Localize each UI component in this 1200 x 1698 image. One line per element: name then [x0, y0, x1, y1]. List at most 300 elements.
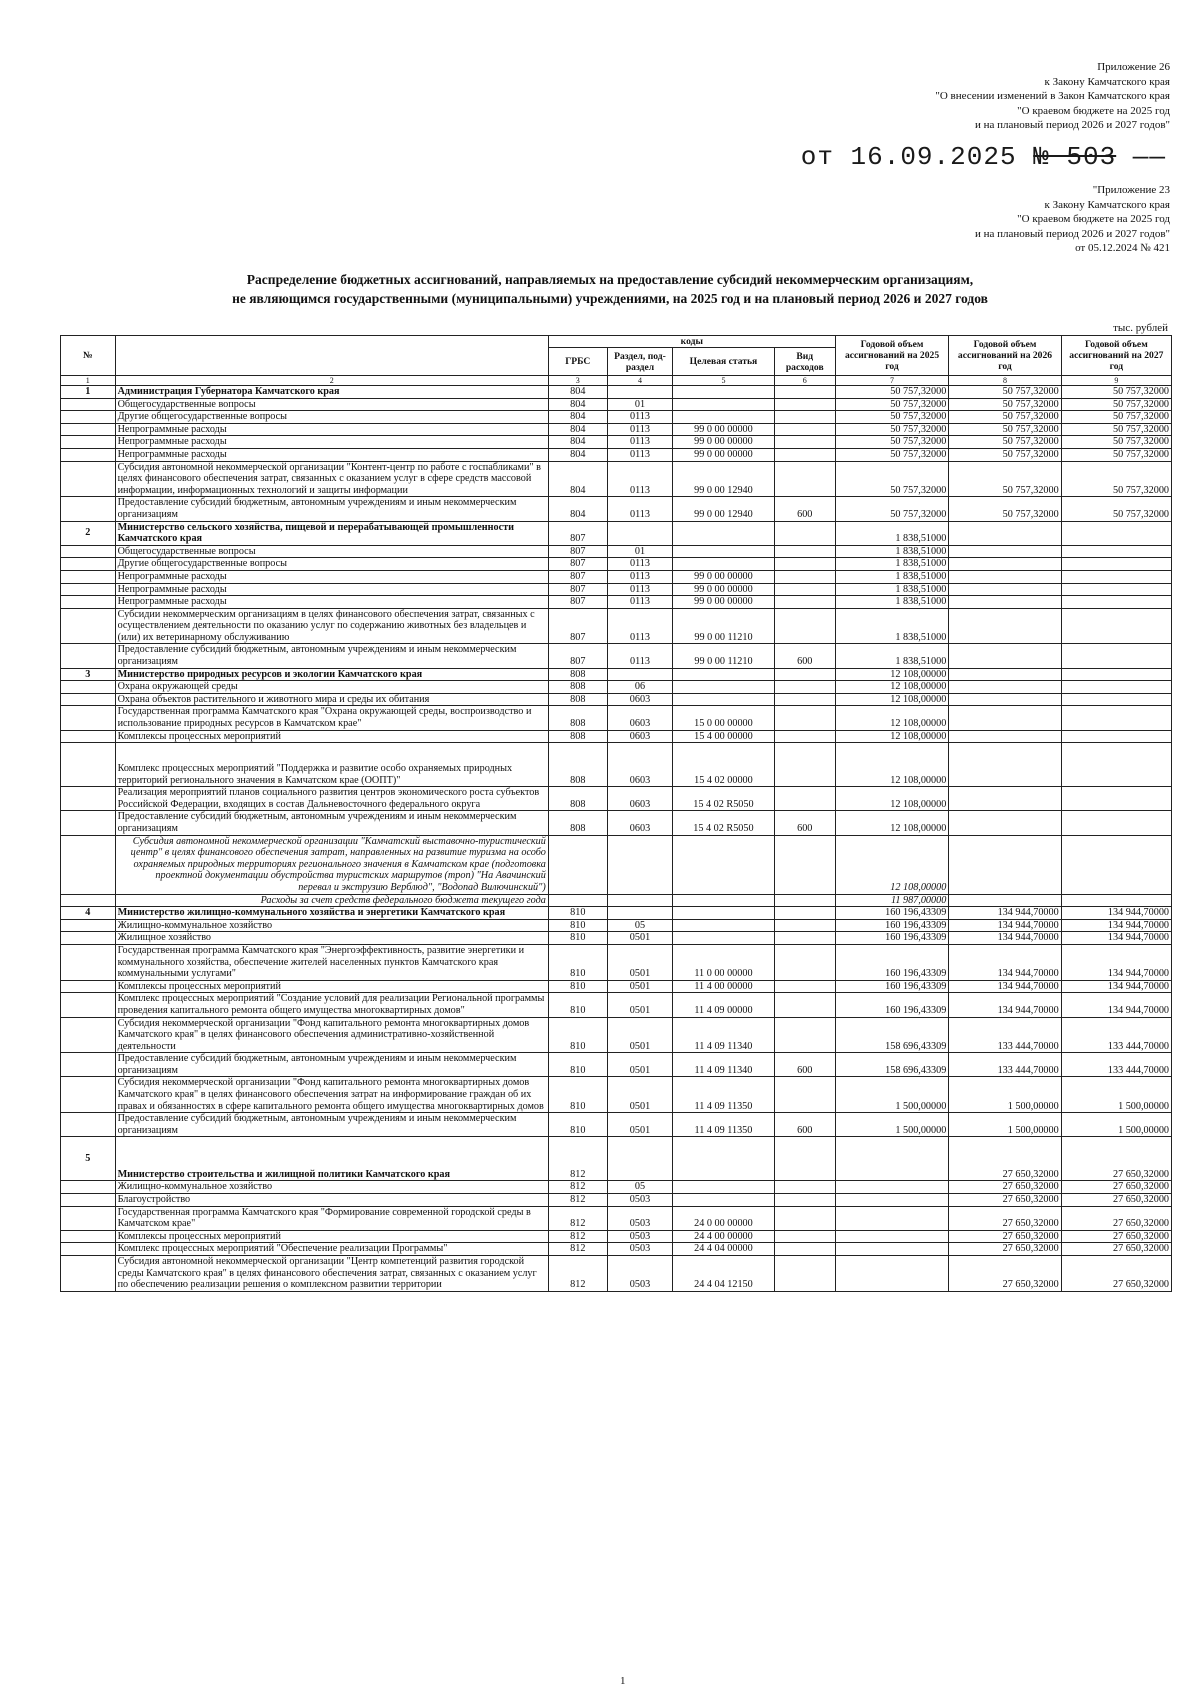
- row-grbs: 812: [548, 1256, 607, 1292]
- row-grbs: 810: [548, 919, 607, 932]
- row-expense-type: [774, 932, 835, 945]
- row-target-article: 24 4 04 00000: [673, 1243, 774, 1256]
- col-razdel: Раздел, под-раздел: [607, 348, 672, 376]
- row-2027: [1061, 730, 1171, 743]
- row-2027: 27 650,32000: [1061, 1230, 1171, 1243]
- row-expense-type: [774, 1243, 835, 1256]
- row-expense-type: [774, 570, 835, 583]
- document-title: [60, 270, 1160, 308]
- row-razdel: 0501: [607, 932, 672, 945]
- row-number: [61, 835, 116, 894]
- row-grbs: 807: [548, 596, 607, 609]
- row-2026: 50 757,32000: [949, 398, 1061, 411]
- row-expense-type: [774, 835, 835, 894]
- row-2026: 134 944,70000: [949, 944, 1061, 980]
- row-expense-type: [774, 398, 835, 411]
- table-row: [61, 894, 1172, 907]
- row-name: Комплекс процессных мероприятий "Поддержка и развитие особо охраняемых природных территорий регионального значения в Камчатском крае (ООПТ)": [115, 743, 548, 787]
- row-expense-type: [774, 993, 835, 1017]
- row-razdel: 0113: [607, 570, 672, 583]
- row-razdel: 0113: [607, 583, 672, 596]
- row-2027: [1061, 558, 1171, 571]
- row-grbs: 804: [548, 436, 607, 449]
- row-2027: [1061, 835, 1171, 894]
- row-number: [61, 1243, 116, 1256]
- original-header-line: от 05.12.2024 № 421: [1075, 242, 1170, 254]
- row-expense-type: [774, 1256, 835, 1292]
- row-target-article: [673, 411, 774, 424]
- row-number: [61, 1230, 116, 1243]
- row-razdel: 01: [607, 398, 672, 411]
- row-2026: 27 650,32000: [949, 1206, 1061, 1230]
- row-2026: 27 650,32000: [949, 1137, 1061, 1181]
- row-grbs: 804: [548, 423, 607, 436]
- table-row: [61, 1243, 1172, 1256]
- row-2027: 50 757,32000: [1061, 386, 1171, 399]
- row-2026: 50 757,32000: [949, 423, 1061, 436]
- col-vr: Вид расходов: [774, 348, 835, 376]
- row-expense-type: [774, 1077, 835, 1113]
- current-header-line: "О краевом бюджете на 2025 год: [1017, 104, 1170, 117]
- row-2027: [1061, 521, 1171, 545]
- row-razdel: 0113: [607, 411, 672, 424]
- row-2027: [1061, 811, 1171, 835]
- row-2025: 1 838,51000: [835, 558, 948, 571]
- row-expense-type: [774, 558, 835, 571]
- row-2027: 134 944,70000: [1061, 980, 1171, 993]
- row-name: Непрограммные расходы: [115, 596, 548, 609]
- col-num: №: [61, 336, 116, 376]
- row-expense-type: [774, 521, 835, 545]
- row-razdel: [607, 907, 672, 920]
- row-razdel: 0501: [607, 980, 672, 993]
- row-expense-type: [774, 668, 835, 681]
- row-name: Министерство строительства и жилищной политики Камчатского края: [115, 1137, 548, 1181]
- table-row: [61, 944, 1172, 980]
- row-name: Комплексы процессных мероприятий: [115, 730, 548, 743]
- row-2027: [1061, 787, 1171, 811]
- row-2027: 50 757,32000: [1061, 423, 1171, 436]
- row-target-article: 15 4 00 00000: [673, 730, 774, 743]
- row-2025: 50 757,32000: [835, 423, 948, 436]
- table-row: [61, 980, 1172, 993]
- row-name: Субсидия некоммерческой организации "Фонд капитального ремонта многоквартирных домов Камчатского края" в целях финансового обеспечения затрат на информирование граждан об их правах и обязанностях в сфере капитального ремонта общего имущества многоквартирных домов: [115, 1077, 548, 1113]
- original-header-line: и на плановый период 2026 и 2027 годов": [974, 227, 1170, 240]
- row-2026: 50 757,32000: [949, 497, 1061, 521]
- row-expense-type: [774, 730, 835, 743]
- table-row: [61, 681, 1172, 694]
- row-number: [61, 411, 116, 424]
- table-row: [61, 907, 1172, 920]
- row-number: [61, 1206, 116, 1230]
- row-target-article: 99 0 00 00000: [673, 423, 774, 436]
- table-row: [61, 835, 1172, 894]
- row-target-article: [673, 668, 774, 681]
- row-number: [61, 1017, 116, 1053]
- row-2027: 134 944,70000: [1061, 919, 1171, 932]
- row-target-article: 15 4 02 R5050: [673, 787, 774, 811]
- row-2027: 50 757,32000: [1061, 497, 1171, 521]
- row-grbs: 812: [548, 1243, 607, 1256]
- row-2026: 27 650,32000: [949, 1230, 1061, 1243]
- row-grbs: 810: [548, 907, 607, 920]
- row-2025: 1 838,51000: [835, 644, 948, 668]
- row-name: Общегосударственные вопросы: [115, 398, 548, 411]
- row-2025: 50 757,32000: [835, 398, 948, 411]
- row-expense-type: [774, 461, 835, 497]
- row-razdel: 0603: [607, 787, 672, 811]
- row-grbs: 810: [548, 1053, 607, 1077]
- row-razdel: 0113: [607, 644, 672, 668]
- table-row: [61, 1181, 1172, 1194]
- table-row: [61, 596, 1172, 609]
- table-row: [61, 398, 1172, 411]
- row-number: [61, 743, 116, 787]
- row-2025: 12 108,00000: [835, 730, 948, 743]
- row-2026: 27 650,32000: [949, 1243, 1061, 1256]
- row-grbs: 808: [548, 693, 607, 706]
- row-name: Государственная программа Камчатского края "Охрана окружающей среды, воспроизводство и использование природных ресурсов в Камчатском крае": [115, 706, 548, 730]
- row-2026: [949, 811, 1061, 835]
- row-2025: 160 196,43309: [835, 944, 948, 980]
- row-razdel: 05: [607, 1181, 672, 1194]
- row-number: [61, 693, 116, 706]
- row-2026: 1 500,00000: [949, 1113, 1061, 1137]
- row-2025: 1 838,51000: [835, 596, 948, 609]
- row-2027: [1061, 608, 1171, 644]
- row-grbs: 807: [548, 608, 607, 644]
- row-grbs: 808: [548, 706, 607, 730]
- row-expense-type: [774, 743, 835, 787]
- original-header-line: к Закону Камчатского края: [1044, 198, 1170, 211]
- row-2026: [949, 743, 1061, 787]
- row-2027: [1061, 545, 1171, 558]
- row-grbs: 810: [548, 980, 607, 993]
- row-name: Комплекс процессных мероприятий "Создание условий для реализации Региональной программы проведения капитального ремонта общего имущества многоквартирных домов": [115, 993, 548, 1017]
- row-number: [61, 436, 116, 449]
- row-grbs: 807: [548, 583, 607, 596]
- row-2025: 12 108,00000: [835, 681, 948, 694]
- row-razdel: 0603: [607, 743, 672, 787]
- table-row: [61, 521, 1172, 545]
- col-2027: Годовой объем ассигнований на 2027 год: [1061, 336, 1171, 376]
- row-grbs: 807: [548, 558, 607, 571]
- column-number: 1: [61, 376, 116, 386]
- row-2027: 134 944,70000: [1061, 907, 1171, 920]
- row-number: [61, 1077, 116, 1113]
- row-2025: 50 757,32000: [835, 461, 948, 497]
- row-razdel: 0113: [607, 448, 672, 461]
- row-name: Комплекс процессных мероприятий "Обеспечение реализации Программы": [115, 1243, 548, 1256]
- row-name: Субсидия автономной некоммерческой организации "Камчатский выставочно-туристический центр" в целях финансового обеспечения затрат, направленных на развитие туризма на особо охраняемых природных территориях регионального значения в Камчатском крае (подготовка проектной документации обустройства туристских маршрутов (троп) "На Авачинский перевал и экструзию Верблюд", "Водопад Вилючинский"): [115, 835, 548, 894]
- row-expense-type: 600: [774, 644, 835, 668]
- row-grbs: 812: [548, 1137, 607, 1181]
- column-number: 3: [548, 376, 607, 386]
- row-grbs: 808: [548, 681, 607, 694]
- table-row: [61, 1077, 1172, 1113]
- row-grbs: 804: [548, 411, 607, 424]
- row-2027: 50 757,32000: [1061, 461, 1171, 497]
- row-target-article: [673, 693, 774, 706]
- row-2026: [949, 835, 1061, 894]
- row-razdel: 06: [607, 681, 672, 694]
- row-name: Предоставление субсидий бюджетным, автономным учреждениям и иным некоммерческим организациям: [115, 1113, 548, 1137]
- current-header-line: и на плановый период 2026 и 2027 годов": [974, 119, 1170, 131]
- row-2025: 1 838,51000: [835, 570, 948, 583]
- row-2026: [949, 583, 1061, 596]
- row-razdel: [607, 894, 672, 907]
- row-razdel: 0113: [607, 461, 672, 497]
- row-expense-type: 600: [774, 1053, 835, 1077]
- row-number: [61, 545, 116, 558]
- row-number: [61, 894, 116, 907]
- row-2025: 1 500,00000: [835, 1077, 948, 1113]
- row-expense-type: 600: [774, 811, 835, 835]
- row-grbs: 808: [548, 730, 607, 743]
- row-name: Субсидия автономной некоммерческой организации "Центр компетенций развития городской среды Камчатского края" в целях финансового обеспечения затрат, связанных с оказанием услуг по обеспечению реализации решения о комплексном развитии территории: [115, 1256, 548, 1292]
- col-name: [115, 336, 548, 376]
- row-2026: [949, 693, 1061, 706]
- row-2025: 12 108,00000: [835, 743, 948, 787]
- row-2026: [949, 787, 1061, 811]
- row-target-article: [673, 835, 774, 894]
- row-number: [61, 980, 116, 993]
- row-grbs: 807: [548, 521, 607, 545]
- row-expense-type: [774, 423, 835, 436]
- row-2025: 158 696,43309: [835, 1053, 948, 1077]
- row-name: Комплексы процессных мероприятий: [115, 1230, 548, 1243]
- row-2025: [835, 1256, 948, 1292]
- row-2025: 12 108,00000: [835, 811, 948, 835]
- row-razdel: 0503: [607, 1256, 672, 1292]
- row-number: [61, 1113, 116, 1137]
- page-number: 1: [620, 1675, 626, 1687]
- row-grbs: 812: [548, 1181, 607, 1194]
- row-expense-type: [774, 596, 835, 609]
- row-number: 2: [61, 521, 116, 545]
- table-row: [61, 1194, 1172, 1207]
- row-name: Благоустройство: [115, 1194, 548, 1207]
- column-number: 7: [835, 376, 948, 386]
- table-row: [61, 668, 1172, 681]
- row-razdel: 0503: [607, 1206, 672, 1230]
- row-number: 1: [61, 386, 116, 399]
- row-2025: [835, 1194, 948, 1207]
- row-razdel: 0501: [607, 1017, 672, 1053]
- row-2026: [949, 730, 1061, 743]
- row-name: Администрация Губернатора Камчатского края: [115, 386, 548, 399]
- original-header-line: "Приложение 23: [1092, 184, 1170, 196]
- row-target-article: 99 0 00 11210: [673, 644, 774, 668]
- row-razdel: [607, 668, 672, 681]
- row-name: Государственная программа Камчатского края "Энергоэффективность, развитие энергетики и коммунального хозяйства, обеспечение жителей населенных пунктов Камчатского края коммунальными услугами": [115, 944, 548, 980]
- row-name: Непрограммные расходы: [115, 583, 548, 596]
- row-2026: 134 944,70000: [949, 980, 1061, 993]
- row-name: Общегосударственные вопросы: [115, 545, 548, 558]
- table-row: [61, 787, 1172, 811]
- row-number: [61, 461, 116, 497]
- row-expense-type: [774, 1194, 835, 1207]
- row-2025: 12 108,00000: [835, 787, 948, 811]
- row-name: Предоставление субсидий бюджетным, автономным учреждениям и иным некоммерческим организациям: [115, 1053, 548, 1077]
- row-expense-type: [774, 583, 835, 596]
- row-2027: 134 944,70000: [1061, 944, 1171, 980]
- table-row: [61, 1206, 1172, 1230]
- row-2027: 134 944,70000: [1061, 932, 1171, 945]
- row-grbs: [548, 835, 607, 894]
- row-target-article: 11 4 09 11350: [673, 1113, 774, 1137]
- column-number: 6: [774, 376, 835, 386]
- row-number: [61, 448, 116, 461]
- row-expense-type: [774, 907, 835, 920]
- row-name: Министерство сельского хозяйства, пищевой и перерабатывающей промышленности Камчатского края: [115, 521, 548, 545]
- row-target-article: 99 0 00 11210: [673, 608, 774, 644]
- row-name: Предоставление субсидий бюджетным, автономным учреждениям и иным некоммерческим организациям: [115, 644, 548, 668]
- row-2026: 50 757,32000: [949, 386, 1061, 399]
- row-2026: [949, 644, 1061, 668]
- row-number: [61, 497, 116, 521]
- row-name: Субсидии некоммерческим организациям в целях финансового обеспечения затрат, связанных с осуществлением деятельности по оказанию услуг по содержанию животных без владельцев и (или) их ветеринарному обслуживанию: [115, 608, 548, 644]
- row-2026: [949, 608, 1061, 644]
- table-row: [61, 570, 1172, 583]
- allocations-table: [60, 335, 1172, 1292]
- row-grbs: 812: [548, 1194, 607, 1207]
- row-2026: 50 757,32000: [949, 411, 1061, 424]
- row-2027: [1061, 668, 1171, 681]
- table-row: [61, 1017, 1172, 1053]
- col-grbs: ГРБС: [548, 348, 607, 376]
- row-name: Реализация мероприятий планов социального развития центров экономического роста субъектов Российской Федерации, входящих в состав Дальневосточного федерального округа: [115, 787, 548, 811]
- row-2025: 50 757,32000: [835, 436, 948, 449]
- row-name: Государственная программа Камчатского края "Формирование современной городской среды в Камчатском крае": [115, 1206, 548, 1230]
- table-row: [61, 411, 1172, 424]
- row-target-article: 15 4 02 R5050: [673, 811, 774, 835]
- row-2025: 12 108,00000: [835, 668, 948, 681]
- row-grbs: 810: [548, 1017, 607, 1053]
- column-number: 2: [115, 376, 548, 386]
- table-row: [61, 545, 1172, 558]
- table-row: [61, 1256, 1172, 1292]
- row-name: Непрограммные расходы: [115, 570, 548, 583]
- row-expense-type: [774, 545, 835, 558]
- row-2027: 134 944,70000: [1061, 993, 1171, 1017]
- row-razdel: [607, 1137, 672, 1181]
- row-name: Расходы за счет средств федерального бюджета текущего года: [115, 894, 548, 907]
- table-row: [61, 993, 1172, 1017]
- adoption-stamp: от 16.09.2025 № 503 ——: [800, 142, 1166, 172]
- row-number: [61, 423, 116, 436]
- row-grbs: 810: [548, 1077, 607, 1113]
- row-razdel: 0113: [607, 423, 672, 436]
- row-number: [61, 681, 116, 694]
- table-row: [61, 706, 1172, 730]
- row-number: [61, 398, 116, 411]
- column-number: 8: [949, 376, 1061, 386]
- row-grbs: 807: [548, 545, 607, 558]
- current-law-header: [935, 60, 1170, 133]
- row-grbs: 808: [548, 743, 607, 787]
- row-grbs: 808: [548, 668, 607, 681]
- row-2027: [1061, 583, 1171, 596]
- row-expense-type: [774, 386, 835, 399]
- row-2027: 27 650,32000: [1061, 1194, 1171, 1207]
- row-razdel: 0503: [607, 1230, 672, 1243]
- row-expense-type: [774, 436, 835, 449]
- row-number: [61, 1194, 116, 1207]
- row-target-article: [673, 919, 774, 932]
- row-2027: 50 757,32000: [1061, 398, 1171, 411]
- table-row: [61, 461, 1172, 497]
- row-razdel: 0501: [607, 1053, 672, 1077]
- table-row: [61, 497, 1172, 521]
- units-label: тыс. рублей: [1113, 322, 1168, 334]
- row-number: [61, 558, 116, 571]
- row-target-article: 24 0 00 00000: [673, 1206, 774, 1230]
- row-expense-type: [774, 1206, 835, 1230]
- row-target-article: [673, 386, 774, 399]
- row-razdel: 0501: [607, 1077, 672, 1113]
- row-2025: 160 196,43309: [835, 993, 948, 1017]
- row-razdel: 0503: [607, 1243, 672, 1256]
- row-target-article: [673, 398, 774, 411]
- table-row: [61, 448, 1172, 461]
- row-2026: 50 757,32000: [949, 448, 1061, 461]
- row-target-article: 99 0 00 00000: [673, 436, 774, 449]
- row-2026: 134 944,70000: [949, 932, 1061, 945]
- row-2025: 160 196,43309: [835, 932, 948, 945]
- row-2026: 134 944,70000: [949, 993, 1061, 1017]
- title-line-1: Распределение бюджетных ассигнований, направляемых на предоставление субсидий некоммерческим организациям,: [246, 272, 974, 287]
- row-2027: [1061, 644, 1171, 668]
- row-2025: 160 196,43309: [835, 907, 948, 920]
- row-name: Жилищное хозяйство: [115, 932, 548, 945]
- row-target-article: 99 0 00 00000: [673, 570, 774, 583]
- row-razdel: [607, 835, 672, 894]
- row-target-article: [673, 894, 774, 907]
- row-number: [61, 1053, 116, 1077]
- table-row: [61, 693, 1172, 706]
- row-number: [61, 644, 116, 668]
- row-razdel: 01: [607, 545, 672, 558]
- row-target-article: 99 0 00 00000: [673, 596, 774, 609]
- row-target-article: 15 0 00 00000: [673, 706, 774, 730]
- row-razdel: 0113: [607, 497, 672, 521]
- row-2025: 158 696,43309: [835, 1017, 948, 1053]
- row-number: [61, 570, 116, 583]
- row-2027: 27 650,32000: [1061, 1181, 1171, 1194]
- row-name: Жилищно-коммунальное хозяйство: [115, 1181, 548, 1194]
- row-2025: 50 757,32000: [835, 411, 948, 424]
- row-2026: 27 650,32000: [949, 1181, 1061, 1194]
- row-target-article: 15 4 02 00000: [673, 743, 774, 787]
- row-expense-type: 600: [774, 1113, 835, 1137]
- row-2027: 133 444,70000: [1061, 1053, 1171, 1077]
- row-target-article: [673, 681, 774, 694]
- row-expense-type: [774, 894, 835, 907]
- row-razdel: 05: [607, 919, 672, 932]
- row-2026: 27 650,32000: [949, 1194, 1061, 1207]
- row-number: [61, 1256, 116, 1292]
- row-name: Непрограммные расходы: [115, 448, 548, 461]
- row-2026: 134 944,70000: [949, 919, 1061, 932]
- row-razdel: 0113: [607, 596, 672, 609]
- row-grbs: 812: [548, 1206, 607, 1230]
- row-2026: 50 757,32000: [949, 436, 1061, 449]
- row-2026: [949, 558, 1061, 571]
- row-2025: 1 500,00000: [835, 1113, 948, 1137]
- col-codes: коды: [548, 336, 835, 348]
- row-target-article: 11 4 09 11350: [673, 1077, 774, 1113]
